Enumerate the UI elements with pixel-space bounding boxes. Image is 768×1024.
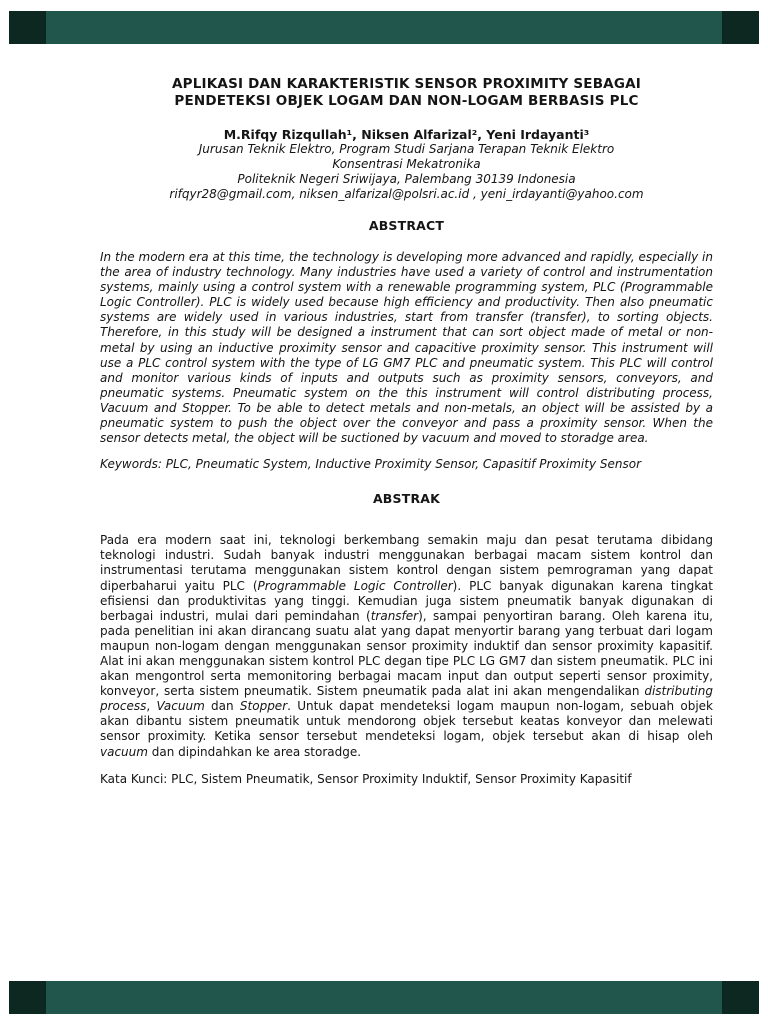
paper-title-line-1: APLIKASI DAN KARAKTERISTIK SENSOR PROXIMITY SEBAGAI <box>172 76 641 92</box>
kata-kunci-line: Kata Kunci: PLC, Sistem Pneumatik, Sensor Proximity Induktif, Sensor Proximity Kapasitif <box>100 771 632 786</box>
affiliation-line-emails: rifqyr28@gmail.com, niksen_alfarizal@polsri.ac.id , yeni_irdayanti@yahoo.com <box>169 187 644 201</box>
affiliation-block <box>100 142 713 202</box>
viewer-background-corner-bottom-left <box>9 981 46 1014</box>
viewer-background-corner-top-left <box>9 11 46 44</box>
paper-title <box>100 76 713 110</box>
keywords-line: Keywords: PLC, Pneumatic System, Inductive Proximity Sensor, Capasitif Proximity Sensor <box>100 457 642 472</box>
viewer-background-band-bottom <box>9 981 759 1014</box>
abstract-heading: ABSTRACT <box>368 218 445 233</box>
document-content <box>100 76 713 787</box>
paper-title-line-2: PENDETEKSI OBJEK LOGAM DAN NON-LOGAM BERBASIS PLC <box>174 93 639 109</box>
abstract-english-paragraph: In the modern era at this time, the technology is developing more advanced and rapidly, especially in the area of industry technology. Many industries have used a variety of control and instrumentation systems, mainly using a control system with a renewable programming system, PLC (Programmable Logic Controller). PLC is widely used because high efficiency and productivity. Then also pneumatic systems are widely used in various industries, start from transfer (transfer), to sorting objects. Therefore, in this study will be designed a instrument that can sort object made of metal or non-metal by using an inductive proximity sensor and capacitive proximity sensor. This instrument will use a PLC control system with the type of LG GM7 PLC and pneumatic system. This PLC will control and monitor various kinds of inputs and outputs such as proximity sensors, conveyors, and pneumatic systems. Pneumatic system on the this instrument will control distributing process, Vacuum and Stopper. To be able to detect metals and non-metals, an object will be assisted by a pneumatic system to push the object over the conveyor and pass a proximity sensor. When the sensor detects metal, the object will be suctioned by vacuum and moved to storadge area. <box>100 250 713 446</box>
viewer-background-band-top <box>9 11 759 44</box>
affiliation-line-department: Jurusan Teknik Elektro, Program Studi Sarjana Terapan Teknik Elektro <box>198 142 615 156</box>
authors-line: M.Rifqy Rizqullah¹, Niksen Alfarizal², Yeni Irdayanti³ <box>223 127 590 142</box>
viewer-background-corner-bottom-right <box>722 981 759 1014</box>
viewer-background-corner-top-right <box>722 11 759 44</box>
abstract-indonesian-paragraph: Pada era modern saat ini, teknologi berkembang semakin maju dan pesat terutama dibidang teknologi industri. Sudah banyak industri menggunakan berbagai macam sistem kontrol dan instrumentasi terutama menggunakan sistem kontrol dengan sistem pemrograman yang dapat diperbaharui yaitu PLC (Programmable Logic Controller). PLC banyak digunakan karena tingkat efisiensi dan produktivitas yang tinggi. Kemudian juga sistem pneumatik banyak digunakan di berbagai industri, mulai dari pemindahan (transfer), sampai penyortiran barang. Oleh karena itu, pada penelitian ini akan dirancang suatu alat yang dapat menyortir barang yang terbuat dari logam maupun non-logam dengan menggunakan sensor proximity induktif dan sensor proximity kapasitif. Alat ini akan menggunakan sistem kontrol PLC degan tipe PLC LG GM7 dan sistem pneumatik. PLC ini akan mengontrol serta memonitoring berbagai macam input dan output seperti sensor proximity, konveyor, serta sistem pneumatik. Sistem pneumatik pada alat ini akan mengendalikan distributing process, Vacuum dan Stopper. Untuk dapat mendeteksi logam maupun non-logam, sebuah objek akan dibantu sistem pneumatik untuk mendorong objek tersebut keatas konveyor dan melewati sensor proximity. Ketika sensor tersebut mendeteksi logam, objek tersebut akan di hisap oleh vacuum dan dipindahkan ke area storadge. <box>100 533 713 759</box>
affiliation-line-concentration: Konsentrasi Mekatronika <box>332 157 481 171</box>
affiliation-line-institution: Politeknik Negeri Sriwijaya, Palembang 30139 Indonesia <box>237 172 576 186</box>
abstrak-heading: ABSTRAK <box>372 491 441 507</box>
